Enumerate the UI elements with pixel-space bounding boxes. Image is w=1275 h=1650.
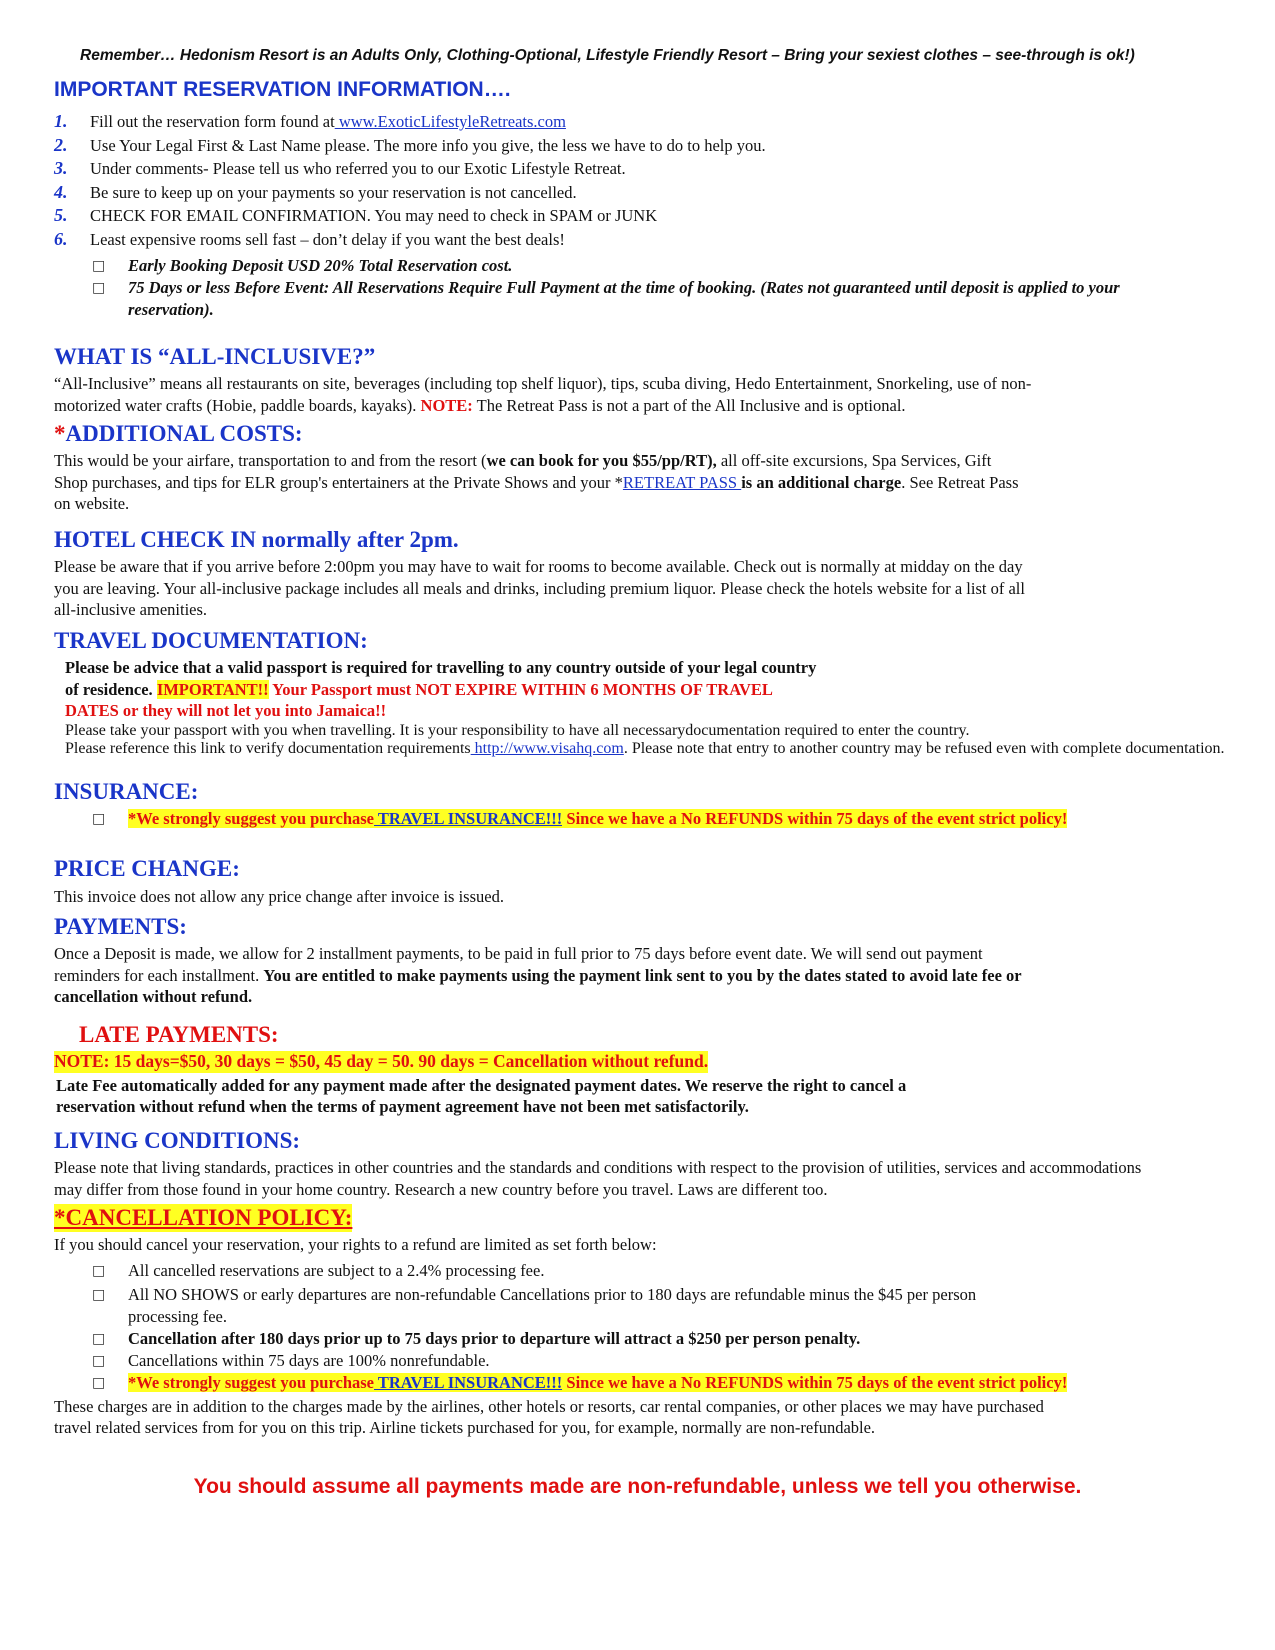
payments-text: Once a Deposit is made, we allow for 2 installment payments, to be paid in full prior to 75 days before event date. We will send out payment reminders for each installment. You are entitled to make payments using the payment link sent to you by the dates stated to avoid late fee or cancellation without refund.	[54, 944, 1022, 1006]
living-heading: LIVING CONDITIONS:	[54, 1128, 301, 1153]
list-item: □ All NO SHOWS or early departures are non-refundable Cancellations prior to 180 days are refundable minus the $45 per person processing fee.	[54, 1284, 1205, 1328]
step-item: 2. Use Your Legal First & Last Name please. The more info you give, the less we have to do to help you.	[54, 134, 766, 155]
price-section	[54, 855, 1235, 908]
checkin-text: Please be aware that if you arrive before 2:00pm you may have to wait for rooms to become available. Check out is normally at midday on the day you are leaving. Your all-inclusive package includes all meals and drinks, including premium liquor. Please check the hotels website for a list of all all-inclusive amenities.	[54, 557, 1025, 619]
late-section	[54, 1021, 1235, 1118]
payments-section	[54, 913, 1235, 1008]
retreat-pass-link[interactable]: RETREAT PASS	[622, 472, 742, 492]
bullet-box-icon: □	[92, 258, 106, 274]
cancel-bullets	[54, 1260, 1235, 1394]
visa-reference: Please reference this link to verify documentation requirements http://www.visahq.com. Please note that entry to another country may be refused even with complete documentation.	[65, 740, 1225, 757]
additional-heading: *ADDITIONAL COSTS:	[54, 421, 303, 446]
remember-note: Remember… Hedonism Resort is an Adults Only, Clothing-Optional, Lifestyle Friendly Resort – Bring your sexiest clothes – see-through is ok!)	[80, 47, 1135, 64]
travel-heading: TRAVEL DOCUMENTATION:	[54, 628, 368, 653]
bullet-box-icon: □	[92, 1330, 106, 1347]
step-item: 6. Least expensive rooms sell fast – don’t delay if you want the best deals!	[54, 228, 565, 249]
bullet-box-icon: □	[92, 1286, 106, 1303]
visahq-link[interactable]: http://www.visahq.com	[470, 740, 624, 757]
cancel-section	[54, 1204, 1235, 1439]
cancel-outro: These charges are in addition to the charges made by the airlines, other hotels or resorts, car rental companies, or other places we may have purchased travel related services from for you on this trip. Airline tickets purchased for you, for example, normally are non-refundable.	[54, 1396, 1044, 1437]
bullet-box-icon: □	[92, 1374, 106, 1391]
step-item: 5. CHECK FOR EMAIL CONFIRMATION. You may need to check in SPAM or JUNK	[54, 205, 658, 225]
list-item: □ *We strongly suggest you purchase TRAVEL INSURANCE!!! Since we have a No REFUNDS within 75 days of the event strict policy!	[54, 1372, 1205, 1394]
cancel-intro: If you should cancel your reservation, your rights to a refund are limited as set forth below:	[54, 1235, 657, 1254]
list-item: □ 75 Days or less Before Event: All Reservations Require Full Payment at the time of booking. (Rates not guaranteed until deposit is applied to your reservation).	[54, 277, 1165, 321]
inclusive-section	[54, 343, 1235, 416]
list-item: □ Early Booking Deposit USD 20% Total Reservation cost.	[54, 255, 1165, 277]
step-item: 4. Be sure to keep up on your payments so your reservation is not cancelled.	[54, 181, 577, 202]
list-item: □ Cancellation after 180 days prior up to 75 days prior to departure will attract a $250 per person penalty.	[54, 1328, 1205, 1350]
cancel-heading: *CANCELLATION POLICY:	[54, 1205, 353, 1230]
living-section	[54, 1127, 1235, 1200]
step-item: 3. Under comments- Please tell us who referred you to our Exotic Lifestyle Retreat.	[54, 158, 626, 178]
bullet-box-icon: □	[92, 811, 106, 827]
insurance-heading: INSURANCE:	[54, 779, 199, 804]
living-text: Please note that living standards, practices in other countries and the standards and conditions with respect to the provision of utilities, services and accommodations may differ from those found in your home country. Research a new country before you travel. Laws are different too.	[54, 1158, 1142, 1199]
list-item: □ All cancelled reservations are subject to a 2.4% processing fee.	[54, 1260, 1205, 1282]
checkin-section	[54, 526, 1235, 621]
payments-heading: PAYMENTS:	[54, 914, 187, 939]
additional-text: This would be your airfare, transportation to and from the resort (we can book for you $55/pp/RT), all off-site excursions, Spa Services, Gift Shop purchases, and tips for ELR group's entertainers at the Private Shows and your *RETREAT PASS is an additional charge. See Retreat Pass on website.	[54, 451, 1019, 513]
insurance-bullets	[54, 808, 1235, 830]
checkin-heading: HOTEL CHECK IN normally after 2pm.	[54, 527, 459, 552]
price-text: This invoice does not allow any price change after invoice is issued.	[54, 887, 504, 906]
inclusive-text: “All-Inclusive” means all restaurants on site, beverages (including top shelf liquor), tips, scuba diving, Hedo Entertainment, Snorkeling, use of non-motorized water crafts (Hobie, paddle boards, kayaks). NOTE: The Retreat Pass is not a part of the All Inclusive and is optional.	[54, 374, 1032, 415]
late-heading: LATE PAYMENTS:	[79, 1022, 279, 1047]
inclusive-note-label: NOTE:	[420, 395, 473, 415]
insurance-section	[54, 778, 1235, 830]
travel-body	[54, 657, 1235, 759]
inclusive-heading: WHAT IS “ALL-INCLUSIVE?”	[54, 344, 376, 369]
travel-insurance-link-2[interactable]: TRAVEL INSURANCE!!!	[374, 1372, 563, 1392]
additional-section	[54, 420, 1235, 515]
non-refundable-warning: You should assume all payments made are non-refundable, unless we tell you otherwise.	[193, 1475, 1082, 1498]
exotic-lifestyle-link[interactable]: www.ExoticLifestyleRetreats.com	[334, 112, 566, 131]
bullet-box-icon: □	[92, 1352, 106, 1369]
bullet-box-icon: □	[92, 1262, 106, 1279]
list-item: □ *We strongly suggest you purchase TRAVEL INSURANCE!!! Since we have a No REFUNDS within 75 days of the event strict policy!	[54, 808, 1205, 830]
list-item: □ Cancellations within 75 days are 100% nonrefundable.	[54, 1350, 1205, 1372]
late-fee-text: Late Fee automatically added for any payment made after the designated payment dates. We reserve the right to cancel a reservation without refund when the terms of payment agreement have not been met satisfactorily.	[56, 1075, 907, 1116]
reservation-heading: IMPORTANT RESERVATION INFORMATION….	[54, 78, 511, 101]
passport-responsibility: Please take your passport with you when travelling. It is your responsibility to have all necessarydocumentation required to enter the country.	[65, 721, 970, 739]
price-heading: PRICE CHANGE:	[54, 856, 240, 881]
late-fee-note: NOTE: 15 days=$50, 30 days = $50, 45 day = 50. 90 days = Cancellation without refund.	[54, 1051, 709, 1071]
reservation-section	[54, 76, 1235, 321]
step-item: 1. Fill out the reservation form found at www.ExoticLifestyleRetreats.com	[54, 111, 566, 131]
important-badge: IMPORTANT!!	[156, 679, 269, 699]
travel-section	[54, 627, 1235, 759]
travel-insurance-link[interactable]: TRAVEL INSURANCE!!!	[374, 809, 563, 828]
deposit-bullets	[54, 255, 1235, 321]
passport-notice: Please be advice that a valid passport is required for travelling to any country outside of your legal country of residence. IMPORTANT!! Your Passport must NOT EXPIRE WITHIN 6 MONTHS OF TRAVEL DATES or they will not let you into Jamaica!!	[65, 658, 817, 720]
reservation-steps	[54, 110, 1235, 251]
bullet-box-icon: □	[92, 280, 106, 296]
